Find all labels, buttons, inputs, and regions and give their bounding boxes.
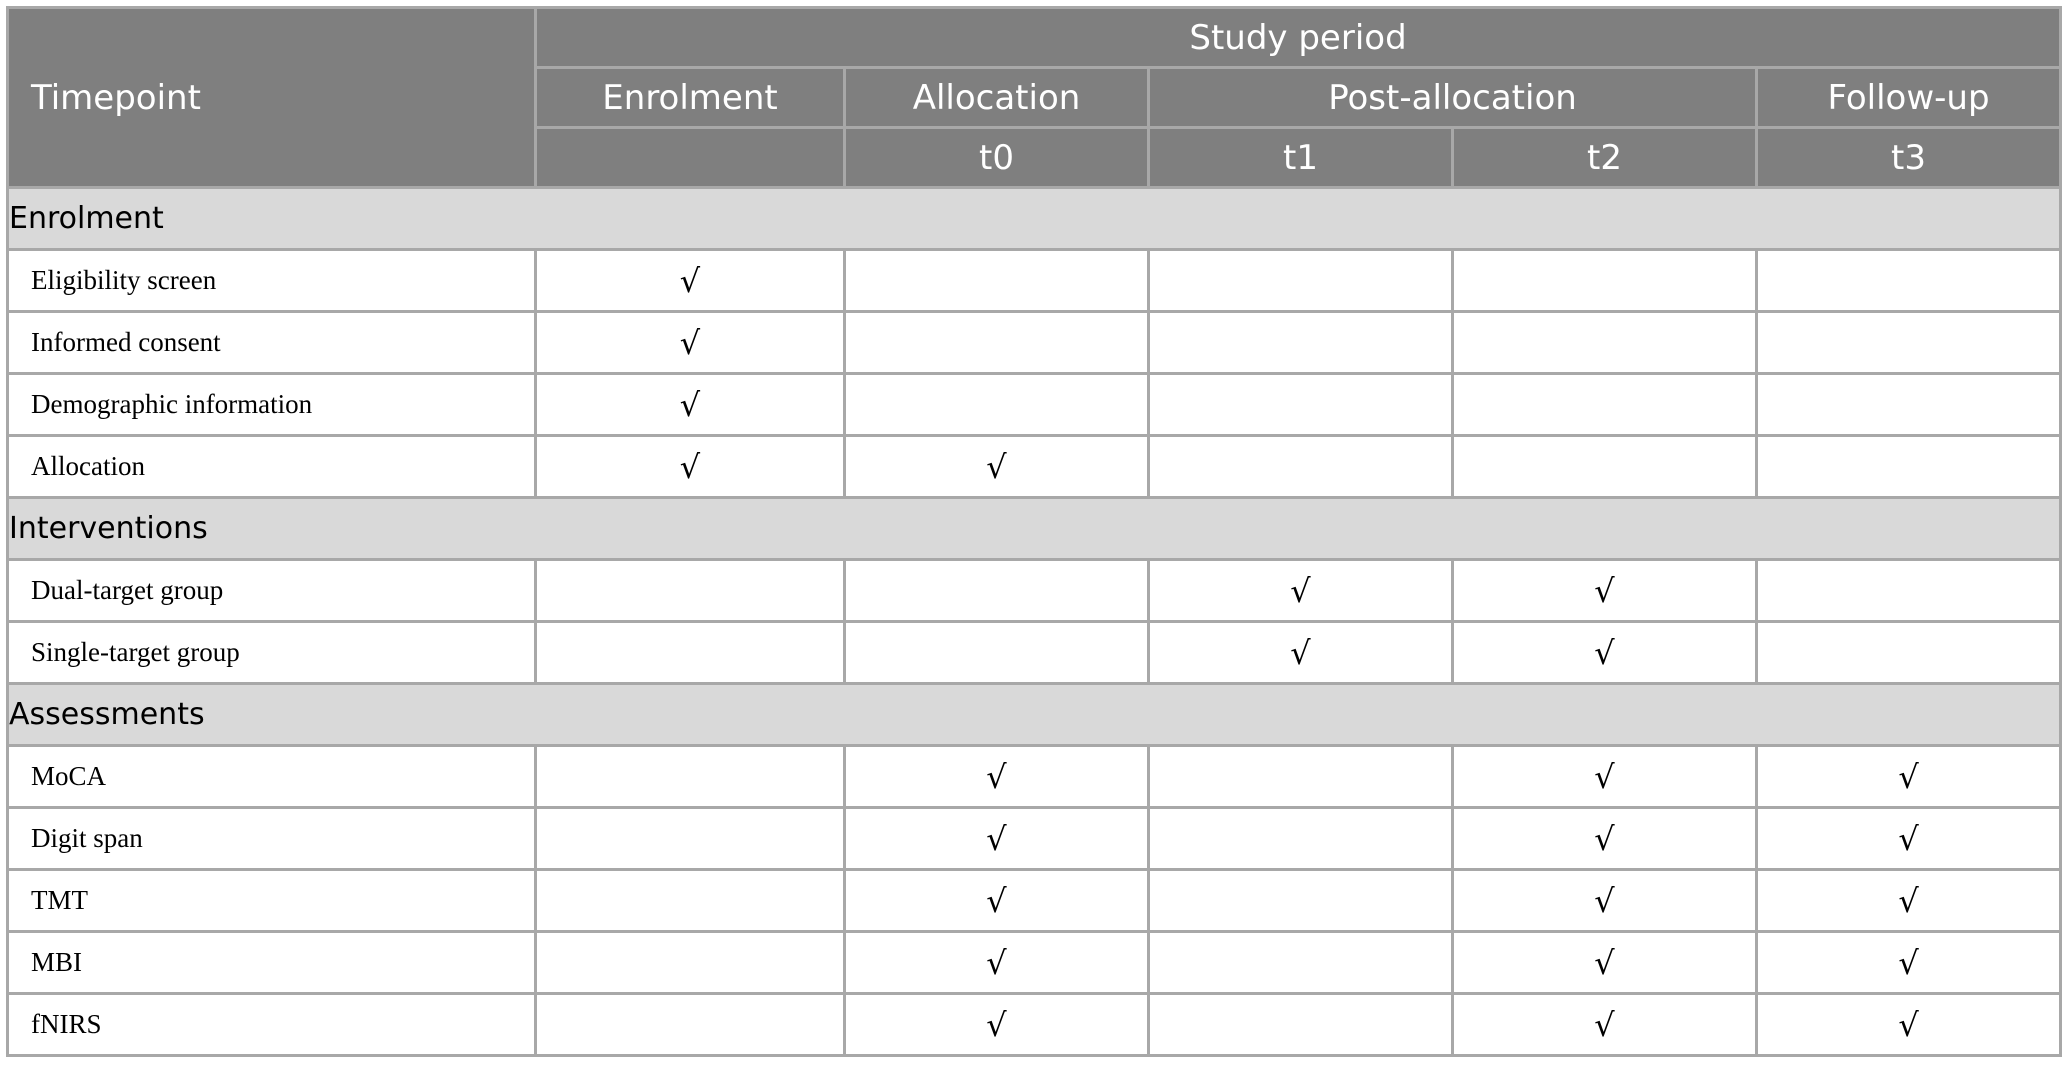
check-mark-cell: √	[845, 994, 1149, 1056]
table-row	[8, 250, 2061, 312]
section-row	[8, 684, 2061, 746]
empty-cell	[1149, 250, 1453, 312]
empty-cell	[536, 808, 845, 870]
empty-cell	[1757, 374, 2061, 436]
table-row	[8, 374, 2061, 436]
row-label: MBI	[8, 932, 536, 994]
empty-cell	[845, 250, 1149, 312]
table-row	[8, 994, 2061, 1056]
empty-cell	[845, 560, 1149, 622]
table-row	[8, 808, 2061, 870]
row-label: Dual-target group	[8, 560, 536, 622]
timepoint-header-t1: t1	[1149, 128, 1453, 188]
row-label: Eligibility screen	[8, 250, 536, 312]
check-mark-cell: √	[1453, 870, 1757, 932]
empty-cell	[1757, 250, 2061, 312]
table-row	[8, 622, 2061, 684]
empty-cell	[1149, 436, 1453, 498]
section-title: Interventions	[8, 498, 2061, 560]
check-mark-cell: √	[845, 808, 1149, 870]
table-row	[8, 436, 2061, 498]
check-mark-cell: √	[845, 436, 1149, 498]
row-label: Allocation	[8, 436, 536, 498]
section-row	[8, 498, 2061, 560]
row-label: Single-target group	[8, 622, 536, 684]
empty-cell	[1757, 622, 2061, 684]
empty-cell	[1453, 436, 1757, 498]
check-mark-cell: √	[1757, 870, 2061, 932]
check-mark-cell: √	[1453, 994, 1757, 1056]
check-mark-cell: √	[1453, 932, 1757, 994]
check-mark-cell: √	[536, 374, 845, 436]
table-row	[8, 870, 2061, 932]
empty-cell	[1149, 374, 1453, 436]
check-mark-cell: √	[536, 250, 845, 312]
header-row-study-period	[8, 8, 2061, 68]
check-mark-cell: √	[1149, 560, 1453, 622]
check-mark-cell: √	[845, 870, 1149, 932]
empty-cell	[845, 622, 1149, 684]
check-mark-cell: √	[1453, 808, 1757, 870]
empty-cell	[1453, 250, 1757, 312]
table-row	[8, 932, 2061, 994]
check-mark-cell: √	[1757, 994, 2061, 1056]
empty-cell	[845, 312, 1149, 374]
empty-cell	[1149, 994, 1453, 1056]
empty-cell	[1149, 808, 1453, 870]
check-mark-cell: √	[536, 436, 845, 498]
empty-cell	[536, 994, 845, 1056]
check-mark-cell: √	[1757, 808, 2061, 870]
schedule-table	[6, 6, 2062, 1057]
phase-header-post-allocation: Post-allocation	[1149, 68, 1757, 128]
table-row	[8, 312, 2061, 374]
check-mark-cell: √	[1453, 746, 1757, 808]
check-mark-cell: √	[1453, 622, 1757, 684]
table-row	[8, 560, 2061, 622]
timepoint-header-enrolment	[536, 128, 845, 188]
empty-cell	[1453, 374, 1757, 436]
empty-cell	[536, 746, 845, 808]
timepoint-header-t0: t0	[845, 128, 1149, 188]
phase-header-enrolment: Enrolment	[536, 68, 845, 128]
check-mark-cell: √	[1757, 932, 2061, 994]
check-mark-cell: √	[1453, 560, 1757, 622]
row-label: Informed consent	[8, 312, 536, 374]
timepoint-header-t3: t3	[1757, 128, 2061, 188]
empty-cell	[1757, 312, 2061, 374]
row-label: MoCA	[8, 746, 536, 808]
empty-cell	[536, 622, 845, 684]
phase-header-allocation: Allocation	[845, 68, 1149, 128]
empty-cell	[1453, 312, 1757, 374]
check-mark-cell: √	[1149, 622, 1453, 684]
empty-cell	[1149, 870, 1453, 932]
check-mark-cell: √	[536, 312, 845, 374]
row-label: TMT	[8, 870, 536, 932]
section-row	[8, 188, 2061, 250]
row-label: Digit span	[8, 808, 536, 870]
section-title: Assessments	[8, 684, 2061, 746]
empty-cell	[845, 374, 1149, 436]
section-title: Enrolment	[8, 188, 2061, 250]
check-mark-cell: √	[845, 932, 1149, 994]
empty-cell	[536, 932, 845, 994]
check-mark-cell: √	[1757, 746, 2061, 808]
timepoint-header-t2: t2	[1453, 128, 1757, 188]
timepoint-header: Timepoint	[8, 8, 536, 188]
table-row	[8, 746, 2061, 808]
empty-cell	[1757, 560, 2061, 622]
empty-cell	[536, 870, 845, 932]
check-mark-cell: √	[845, 746, 1149, 808]
row-label: fNIRS	[8, 994, 536, 1056]
empty-cell	[536, 560, 845, 622]
empty-cell	[1149, 746, 1453, 808]
empty-cell	[1757, 436, 2061, 498]
study-period-header: Study period	[536, 8, 2061, 68]
empty-cell	[1149, 312, 1453, 374]
empty-cell	[1149, 932, 1453, 994]
table-body	[8, 188, 2061, 1056]
row-label: Demographic information	[8, 374, 536, 436]
phase-header-follow-up: Follow-up	[1757, 68, 2061, 128]
